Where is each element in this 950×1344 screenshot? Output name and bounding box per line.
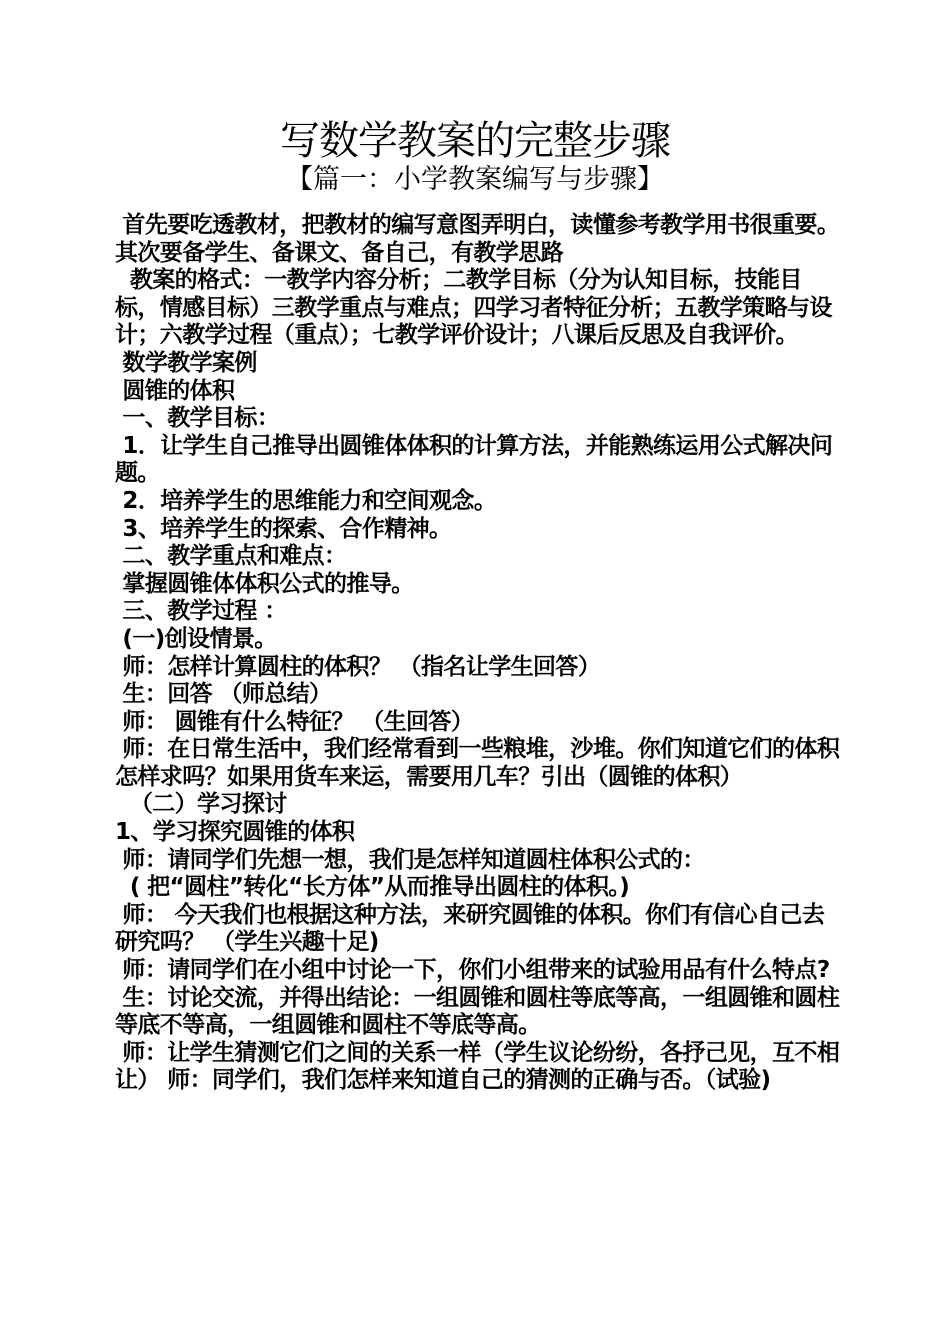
paragraph-key-point: 掌握圆锥体体积公式的推导。 <box>115 570 414 597</box>
paragraph-dialogue-8: 师：请同学们在小组中讨论一下，你们小组带来的试验用品有什么特点? <box>115 957 830 984</box>
paragraph-dialogue-4: 师：在日常生活中，我们经常看到一些粮堆，沙堆。你们知道它们的体积怎样求吗？如果用货车来运，需要用几车？引出（圆锥的体积） <box>115 736 840 790</box>
paragraph-dialogue-3: 师： 圆锥有什么特征？ （生回答） <box>115 708 474 735</box>
document-subtitle: 【篇一：小学教案编写与步骤】 <box>286 164 664 195</box>
paragraph-dialogue-5: 师：请同学们先想一想，我们是怎样知道圆柱体积公式的： <box>115 846 705 873</box>
paragraph-goal-2: 2．培养学生的思维能力和空间观念。 <box>115 487 497 514</box>
paragraph-dialogue-6: ( 把“圆柱”转化“长方体”从而推导出圆柱的体积。) <box>115 874 630 901</box>
paragraph-case-heading: 数学教学案例 <box>115 349 257 376</box>
paragraph-dialogue-1: 师：怎样计算圆柱的体积？ （指名让学生回答） <box>115 653 601 680</box>
paragraph-section-process: 三、教学过程 ： <box>115 598 287 625</box>
paragraph-dialogue-7: 师： 今天我们也根据这种方法，来研究圆锥的体积。你们有信心自己去研究吗？ （学生兴趣十足) <box>115 901 825 956</box>
paragraph-goal-3: 3、培养学生的探索、合作精神。 <box>115 515 452 542</box>
paragraph-format: 教案的格式：一教学内容分析；二教学目标（分为认知目标，技能目标，情感目标）三教学重点与难点；四学习者特征分析；五教学策略与设计；六教学过程（重点）；七教学评价设计；八课后反思及自我评价。 <box>115 267 832 349</box>
paragraph-section-key-points: 二、教学重点和难点： <box>115 543 347 570</box>
paragraph-dialogue-2: 生：回答 （师总结） <box>115 681 332 708</box>
document-body <box>115 212 847 1095</box>
paragraph-step-2: （二）学习探讨 <box>115 791 287 818</box>
paragraph-section-goals: 一、教学目标： <box>115 405 280 432</box>
document-title: 写数学教案的完整步骤 <box>280 118 670 164</box>
paragraph-dialogue-9: 生：讨论交流，并得出结论：一组圆锥和圆柱等底等高，一组圆锥和圆柱等底不等高，一组圆锥和圆柱不等底等高。 <box>115 984 840 1039</box>
paragraph-intro: 首先要吃透教材，把教材的编写意图弄明白，读懂参考教学用书很重要。 其次要备学生、备课文、备自己，有教学思路 <box>115 212 847 266</box>
paragraph-subsection-1: 1、学习探究圆锥的体积 <box>115 819 355 846</box>
paragraph-topic: 圆锥的体积 <box>115 377 235 404</box>
paragraph-step-1: (一)创设情景。 <box>115 625 277 652</box>
paragraph-goal-1: 1．让学生自己推导出圆锥体体积的计算方法，并能熟练运用公式解决问题。 <box>115 432 833 487</box>
paragraph-dialogue-10: 师：让学生猜测它们之间的关系一样（学生议论纷纷，各抒己见，互不相让） 师：同学们，我们怎样来知道自己的猜测的正确与否。（试验) <box>115 1039 840 1094</box>
